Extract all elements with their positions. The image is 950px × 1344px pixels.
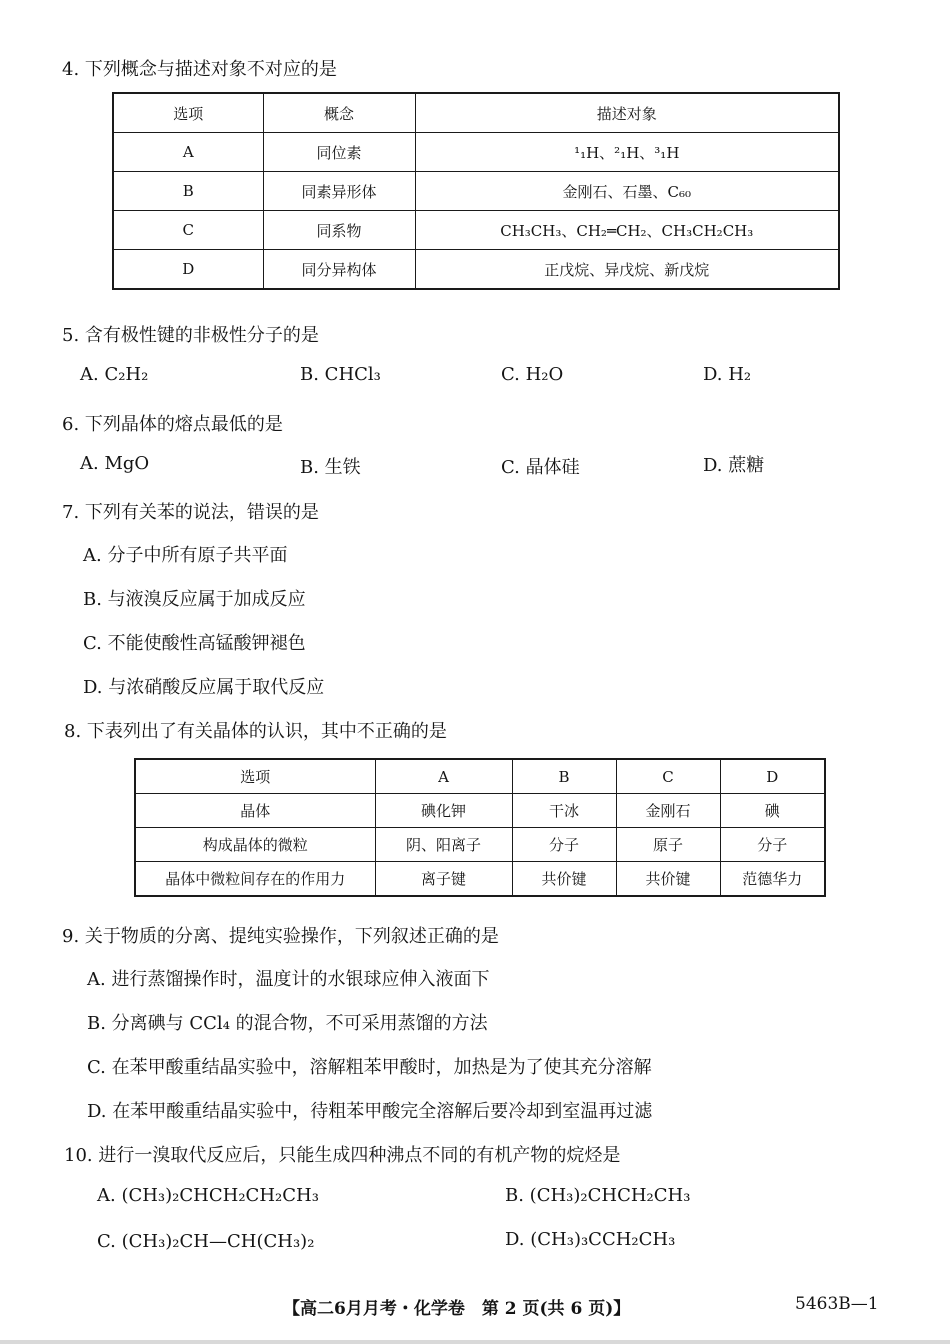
table-cell: 离子键	[375, 862, 512, 897]
question-10-option-c: C. (CH₃)₂CH—CH(CH₃)₂	[97, 1231, 315, 1252]
table-header-cell: 概念	[263, 93, 415, 133]
table-cell: 碘	[720, 794, 825, 828]
question-6-option-d: D. 蔗糖	[703, 455, 765, 476]
question-7-option-b: B. 与液溴反应属于加成反应	[83, 589, 306, 610]
option-cell: A	[113, 133, 263, 172]
question-6-stem: 6. 下列晶体的熔点最低的是	[62, 414, 283, 435]
question-5-option-b: B. CHCl₃	[300, 364, 381, 385]
question-9-option-a: A. 进行蒸馏操作时，温度计的水银球应伸入液面下	[87, 969, 490, 990]
description-cell: ¹₁H、²₁H、³₁H	[415, 133, 839, 172]
question-10-stem: 10. 进行一溴取代反应后，只能生成四种沸点不同的有机产物的烷烃是	[64, 1145, 621, 1166]
option-cell: D	[113, 250, 263, 290]
table-row	[113, 250, 839, 290]
table-cell: 碘化钾	[375, 794, 512, 828]
question-9-option-d: D. 在苯甲酸重结晶实验中，待粗苯甲酸完全溶解后要冷却到室温再过滤	[87, 1101, 653, 1122]
question-7-stem: 7. 下列有关苯的说法，错误的是	[62, 502, 319, 523]
description-cell: CH₃CH₃、CH₂═CH₂、CH₃CH₂CH₃	[415, 211, 839, 250]
table-row	[113, 172, 839, 211]
page-footer: 【高二6月月考・化学卷 第 2 页(共 6 页)】	[283, 1299, 631, 1319]
row-label-cell: 晶体中微粒间存在的作用力	[135, 862, 375, 897]
table-header-cell: D	[720, 759, 825, 794]
question-10-option-d: D. (CH₃)₃CCH₂CH₃	[505, 1229, 676, 1250]
description-cell: 金刚石、石墨、C₆₀	[415, 172, 839, 211]
question-5-stem: 5. 含有极性键的非极性分子的是	[62, 325, 319, 346]
table-cell: 原子	[616, 828, 720, 862]
table-header-row	[113, 93, 839, 133]
table-cell: 分子	[720, 828, 825, 862]
option-cell: B	[113, 172, 263, 211]
table-header-row	[135, 759, 825, 794]
question-6-option-c: C. 晶体硅	[501, 457, 580, 478]
table-cell: 金刚石	[616, 794, 720, 828]
question-7-option-d: D. 与浓硝酸反应属于取代反应	[83, 677, 325, 698]
table-row	[113, 211, 839, 250]
question-4-stem: 4. 下列概念与描述对象不对应的是	[62, 59, 337, 80]
table-cell: 阴、阳离子	[375, 828, 512, 862]
table-header-cell: 选项	[113, 93, 263, 133]
table-cell: 干冰	[512, 794, 616, 828]
table-cell: 共价键	[512, 862, 616, 897]
question-10-option-a: A. (CH₃)₂CHCH₂CH₂CH₃	[97, 1185, 319, 1206]
table-row	[135, 862, 825, 897]
table-header-cell: 选项	[135, 759, 375, 794]
question-9-option-b: B. 分离碘与 CCl₄ 的混合物，不可采用蒸馏的方法	[87, 1013, 488, 1034]
description-cell: 正戊烷、异戊烷、新戊烷	[415, 250, 839, 290]
row-label-cell: 构成晶体的微粒	[135, 828, 375, 862]
question-9-option-c: C. 在苯甲酸重结晶实验中，溶解粗苯甲酸时，加热是为了使其充分溶解	[87, 1057, 652, 1078]
table-row	[135, 828, 825, 862]
option-cell: C	[113, 211, 263, 250]
question-5-option-d: D. H₂	[703, 364, 752, 385]
table-header-cell: C	[616, 759, 720, 794]
question-9-stem: 9. 关于物质的分离、提纯实验操作，下列叙述正确的是	[62, 926, 499, 947]
concept-cell: 同系物	[263, 211, 415, 250]
question-8-stem: 8. 下表列出了有关晶体的认识，其中不正确的是	[64, 721, 447, 742]
question-10-option-b: B. (CH₃)₂CHCH₂CH₃	[505, 1185, 691, 1206]
concept-cell: 同素异形体	[263, 172, 415, 211]
table-header-cell: B	[512, 759, 616, 794]
question-6-option-b: B. 生铁	[300, 457, 361, 478]
table-row	[113, 133, 839, 172]
question-5-option-c: C. H₂O	[501, 364, 564, 385]
table-header-cell: 描述对象	[415, 93, 839, 133]
concept-cell: 同位素	[263, 133, 415, 172]
table-header-cell: A	[375, 759, 512, 794]
question-4-table	[112, 92, 840, 290]
question-8-table	[134, 758, 826, 897]
question-5-option-a: A. C₂H₂	[80, 364, 149, 385]
row-label-cell: 晶体	[135, 794, 375, 828]
concept-cell: 同分异构体	[263, 250, 415, 290]
table-cell: 范德华力	[720, 862, 825, 897]
question-6-option-a: A. MgO	[80, 453, 150, 474]
document-code: 5463B—1	[795, 1294, 879, 1314]
question-7-option-c: C. 不能使酸性高锰酸钾褪色	[83, 633, 306, 654]
table-cell: 分子	[512, 828, 616, 862]
table-cell: 共价键	[616, 862, 720, 897]
table-row	[135, 794, 825, 828]
question-7-option-a: A. 分子中所有原子共平面	[83, 545, 288, 566]
scan-edge	[0, 1340, 950, 1344]
